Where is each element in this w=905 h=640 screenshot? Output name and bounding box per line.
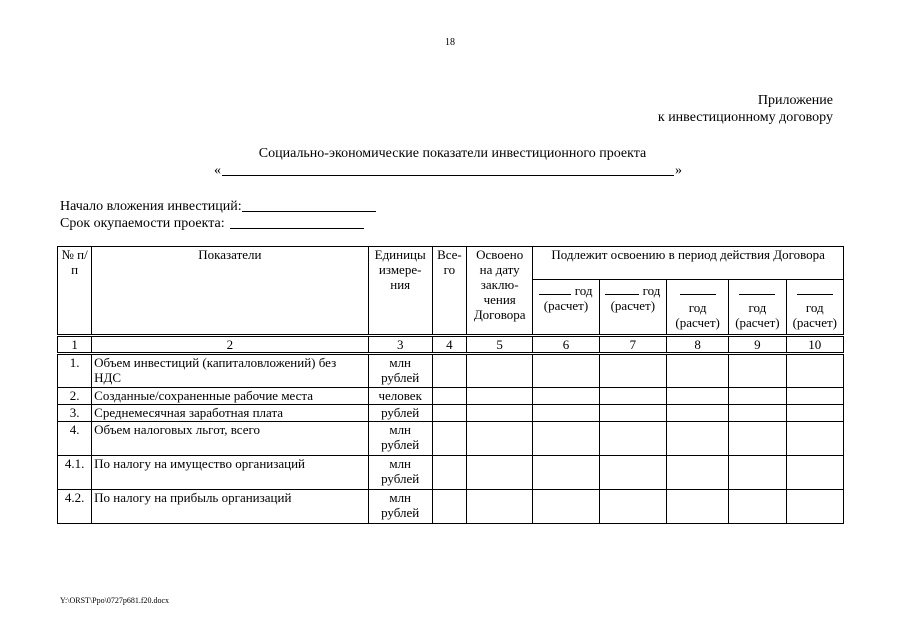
header-year-2: [599, 280, 666, 336]
value-cell[interactable]: [786, 354, 843, 388]
value-cell[interactable]: [666, 405, 728, 422]
value-cell[interactable]: [599, 490, 666, 524]
row-num: 4.2.: [58, 490, 92, 524]
header-to-master: Подлежит освоению в период действия Договора: [533, 247, 844, 280]
header-mastered: Освоено на дату заклю- чения Договора: [467, 247, 533, 336]
document-title: Социально-экономические показатели инвестиционного проекта: [258, 146, 647, 161]
value-cell[interactable]: [729, 456, 786, 490]
value-cell[interactable]: [533, 388, 599, 405]
row-indicator: Объем инвестиций (капиталовложений) без НДС: [92, 354, 368, 388]
investment-start-label: Начало вложения инвестиций:: [60, 199, 242, 214]
column-number: 8: [666, 336, 728, 354]
value-cell[interactable]: [786, 388, 843, 405]
table-row: [58, 456, 844, 490]
column-number: 1: [58, 336, 92, 354]
table-row: [58, 405, 844, 422]
value-cell[interactable]: [599, 354, 666, 388]
appendix-line2: к инвестиционному договору: [657, 110, 833, 125]
value-cell[interactable]: [729, 490, 786, 524]
value-cell[interactable]: [467, 456, 533, 490]
value-cell[interactable]: [533, 456, 599, 490]
calc-word: (расчет): [675, 315, 720, 330]
value-cell[interactable]: [786, 405, 843, 422]
header-num: № п/п: [58, 247, 92, 336]
column-number: 7: [599, 336, 666, 354]
row-num: 4.1.: [58, 456, 92, 490]
row-num: 3.: [58, 405, 92, 422]
payback-period-field: [60, 214, 364, 232]
column-number: 6: [533, 336, 599, 354]
appendix-line1: Приложение: [757, 93, 833, 108]
column-number: 3: [368, 336, 432, 354]
investment-start-field: [60, 197, 376, 215]
value-cell[interactable]: [432, 456, 466, 490]
value-cell[interactable]: [666, 456, 728, 490]
header-year-5: [786, 280, 843, 336]
value-cell[interactable]: [467, 388, 533, 405]
year-word: год: [642, 283, 661, 298]
payback-period-label: Срок окупаемости проекта:: [60, 216, 225, 231]
calc-word: (расчет): [610, 298, 656, 313]
year-blank: [797, 282, 833, 295]
value-cell[interactable]: [666, 354, 728, 388]
row-unit: млн рублей: [368, 422, 432, 456]
column-number-row: [58, 336, 844, 354]
year-word: год: [805, 300, 824, 315]
value-cell[interactable]: [666, 490, 728, 524]
row-num: 1.: [58, 354, 92, 388]
value-cell[interactable]: [729, 354, 786, 388]
value-cell[interactable]: [599, 388, 666, 405]
column-number: 10: [786, 336, 843, 354]
project-name-line: [214, 161, 682, 179]
row-indicator: По налогу на имущество организаций: [92, 456, 368, 490]
year-blank: [739, 282, 775, 295]
header-units: Единицы измере- ния: [368, 247, 432, 336]
row-num: 4.: [58, 422, 92, 456]
value-cell[interactable]: [666, 422, 728, 456]
value-cell[interactable]: [599, 456, 666, 490]
row-unit: млн рублей: [368, 490, 432, 524]
column-number: 4: [432, 336, 466, 354]
indicators-table: [57, 246, 844, 524]
value-cell[interactable]: [786, 456, 843, 490]
value-cell[interactable]: [467, 490, 533, 524]
calc-word: (расчет): [543, 298, 589, 313]
row-unit: рублей: [368, 405, 432, 422]
payback-period-blank: [230, 214, 364, 229]
value-cell[interactable]: [467, 354, 533, 388]
year-blank: [680, 282, 716, 295]
header-year-1: [533, 280, 599, 336]
close-quote: »: [675, 163, 682, 178]
year-blank: [605, 282, 639, 295]
value-cell[interactable]: [729, 422, 786, 456]
value-cell[interactable]: [599, 422, 666, 456]
value-cell[interactable]: [467, 422, 533, 456]
year-word: год: [688, 300, 707, 315]
header-year-3: [666, 280, 728, 336]
value-cell[interactable]: [666, 388, 728, 405]
year-word: год: [574, 283, 593, 298]
header-total: Все- го: [432, 247, 466, 336]
value-cell[interactable]: [432, 388, 466, 405]
row-unit: млн рублей: [368, 354, 432, 388]
calc-word: (расчет): [792, 315, 837, 330]
column-number: 9: [729, 336, 786, 354]
row-indicator: Среднемесячная заработная плата: [92, 405, 368, 422]
value-cell[interactable]: [729, 405, 786, 422]
header-year-4: [729, 280, 786, 336]
column-number: 2: [92, 336, 368, 354]
value-cell[interactable]: [533, 405, 599, 422]
row-unit: человек: [368, 388, 432, 405]
open-quote: «: [214, 163, 221, 178]
row-unit: млн рублей: [368, 456, 432, 490]
table-row: [58, 388, 844, 405]
header-indicators: Показатели: [92, 247, 368, 336]
value-cell[interactable]: [432, 490, 466, 524]
value-cell[interactable]: [432, 405, 466, 422]
row-indicator: Созданные/сохраненные рабочие места: [92, 388, 368, 405]
value-cell[interactable]: [729, 388, 786, 405]
year-blank: [539, 282, 571, 295]
appendix-heading: [658, 92, 833, 126]
value-cell[interactable]: [533, 422, 599, 456]
value-cell[interactable]: [432, 422, 466, 456]
value-cell[interactable]: [432, 354, 466, 388]
file-path-footer: Y:\ORST\Ppo\0727p681.f20.docx: [60, 596, 170, 605]
calc-word: (расчет): [735, 315, 780, 330]
value-cell[interactable]: [786, 422, 843, 456]
value-cell[interactable]: [599, 405, 666, 422]
value-cell[interactable]: [533, 490, 599, 524]
value-cell[interactable]: [786, 490, 843, 524]
value-cell[interactable]: [533, 354, 599, 388]
row-indicator: По налогу на прибыль организаций: [92, 490, 368, 524]
year-word: год: [748, 300, 767, 315]
row-indicator: Объем налоговых льгот, всего: [92, 422, 368, 456]
investment-start-blank: [242, 197, 376, 212]
row-num: 2.: [58, 388, 92, 405]
page-number: 18: [445, 37, 455, 48]
table-row: [58, 490, 844, 524]
table-row: [58, 354, 844, 388]
column-number: 5: [467, 336, 533, 354]
project-name-blank: [222, 161, 674, 176]
value-cell[interactable]: [467, 405, 533, 422]
table-row: [58, 422, 844, 456]
